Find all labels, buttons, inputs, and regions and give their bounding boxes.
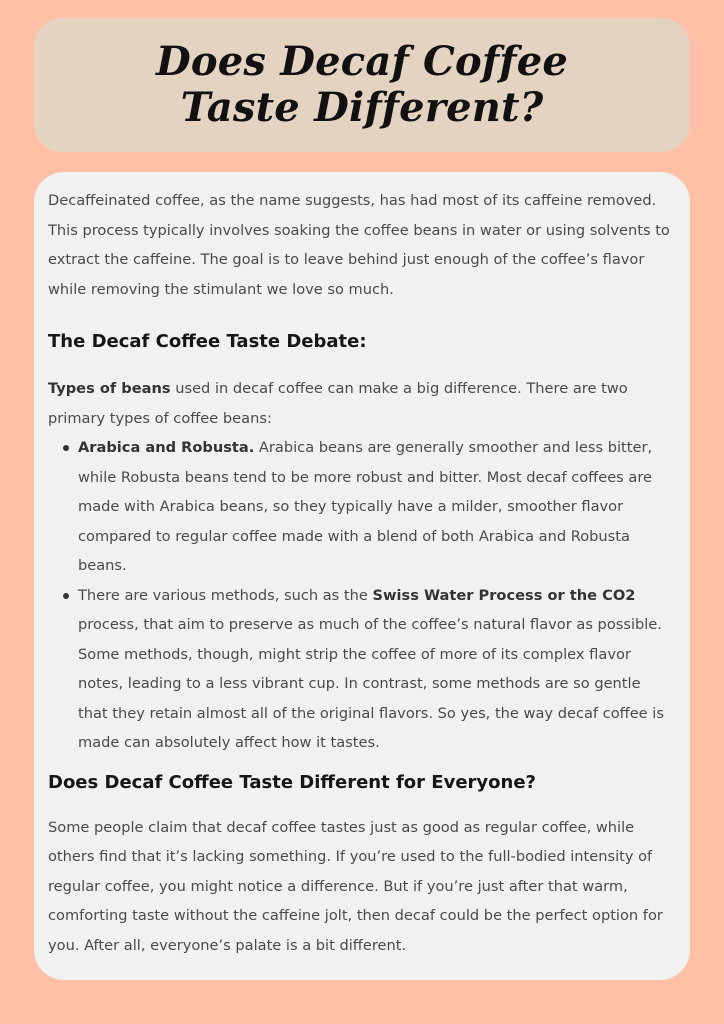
closing-paragraph: Some people claim that decaf coffee tastes just as good as regular coffee, while others find that it’s lacking something. If you’re used to the full-bodied intensity of regular coffee, you might notice a difference. But if you’re just after that warm, comforting taste without the caffeine jolt, then decaf could be the perfect option for you. After all, everyone’s palate is a bit different. bbox=[48, 818, 663, 954]
intro-paragraph: Decaffeinated coffee, as the name suggests, has had most of its caffeine removed. This process typically involves soaking the coffee beans in water or using solvents to extract the caffeine. The goal is to leave behind just enough of the coffee’s flavor while removing the stimulant we love so much. bbox=[48, 192, 670, 298]
bullet-body-text: Arabica beans are generally smoother and less bitter, while Robusta beans tend to be more robust and bitter. Most decaf coffees are made with Arabica beans, so they typically have a milder, smoother flavor compared to regular coffee made with a blend of both Arabica and Robusta beans. bbox=[78, 439, 653, 574]
bullet-prefix-text: There are various methods, such as the bbox=[78, 586, 373, 604]
beans-lead-bold: Types of beans bbox=[48, 380, 171, 397]
beans-paragraph bbox=[48, 374, 670, 433]
section-heading-taste-everyone: Does Decaf Coffee Taste Different for Everyone? bbox=[48, 771, 536, 793]
bullet-icon bbox=[63, 445, 69, 451]
list-item bbox=[48, 581, 670, 758]
bullet-bold-text: Arabica and Robusta. bbox=[78, 439, 255, 456]
article-body bbox=[34, 172, 690, 980]
bean-bullet-list bbox=[48, 433, 670, 758]
title-card bbox=[34, 18, 690, 152]
beans-lead-text: used in decaf coffee can make a big difference. There are two primary types of coffee beans: bbox=[48, 380, 628, 427]
bullet-icon bbox=[63, 593, 69, 599]
bullet-bold-text: Swiss Water Process or the CO2 bbox=[372, 586, 636, 604]
section-heading-taste-debate: The Decaf Coffee Taste Debate: bbox=[48, 331, 367, 352]
list-item bbox=[48, 433, 670, 581]
bullet-body-text: process, that aim to preserve as much of the coffee’s natural flavor as possible. Some methods, though, might strip the coffee of more of its complex flavor notes, leading to a less vibrant cup. In contrast, some methods are so gentle that they retain almost all of the original flavors. So yes, the way decaf coffee is made can absolutely affect how it tastes. bbox=[78, 616, 664, 751]
page-title: Does Decaf Coffee Taste Different? bbox=[155, 38, 569, 131]
